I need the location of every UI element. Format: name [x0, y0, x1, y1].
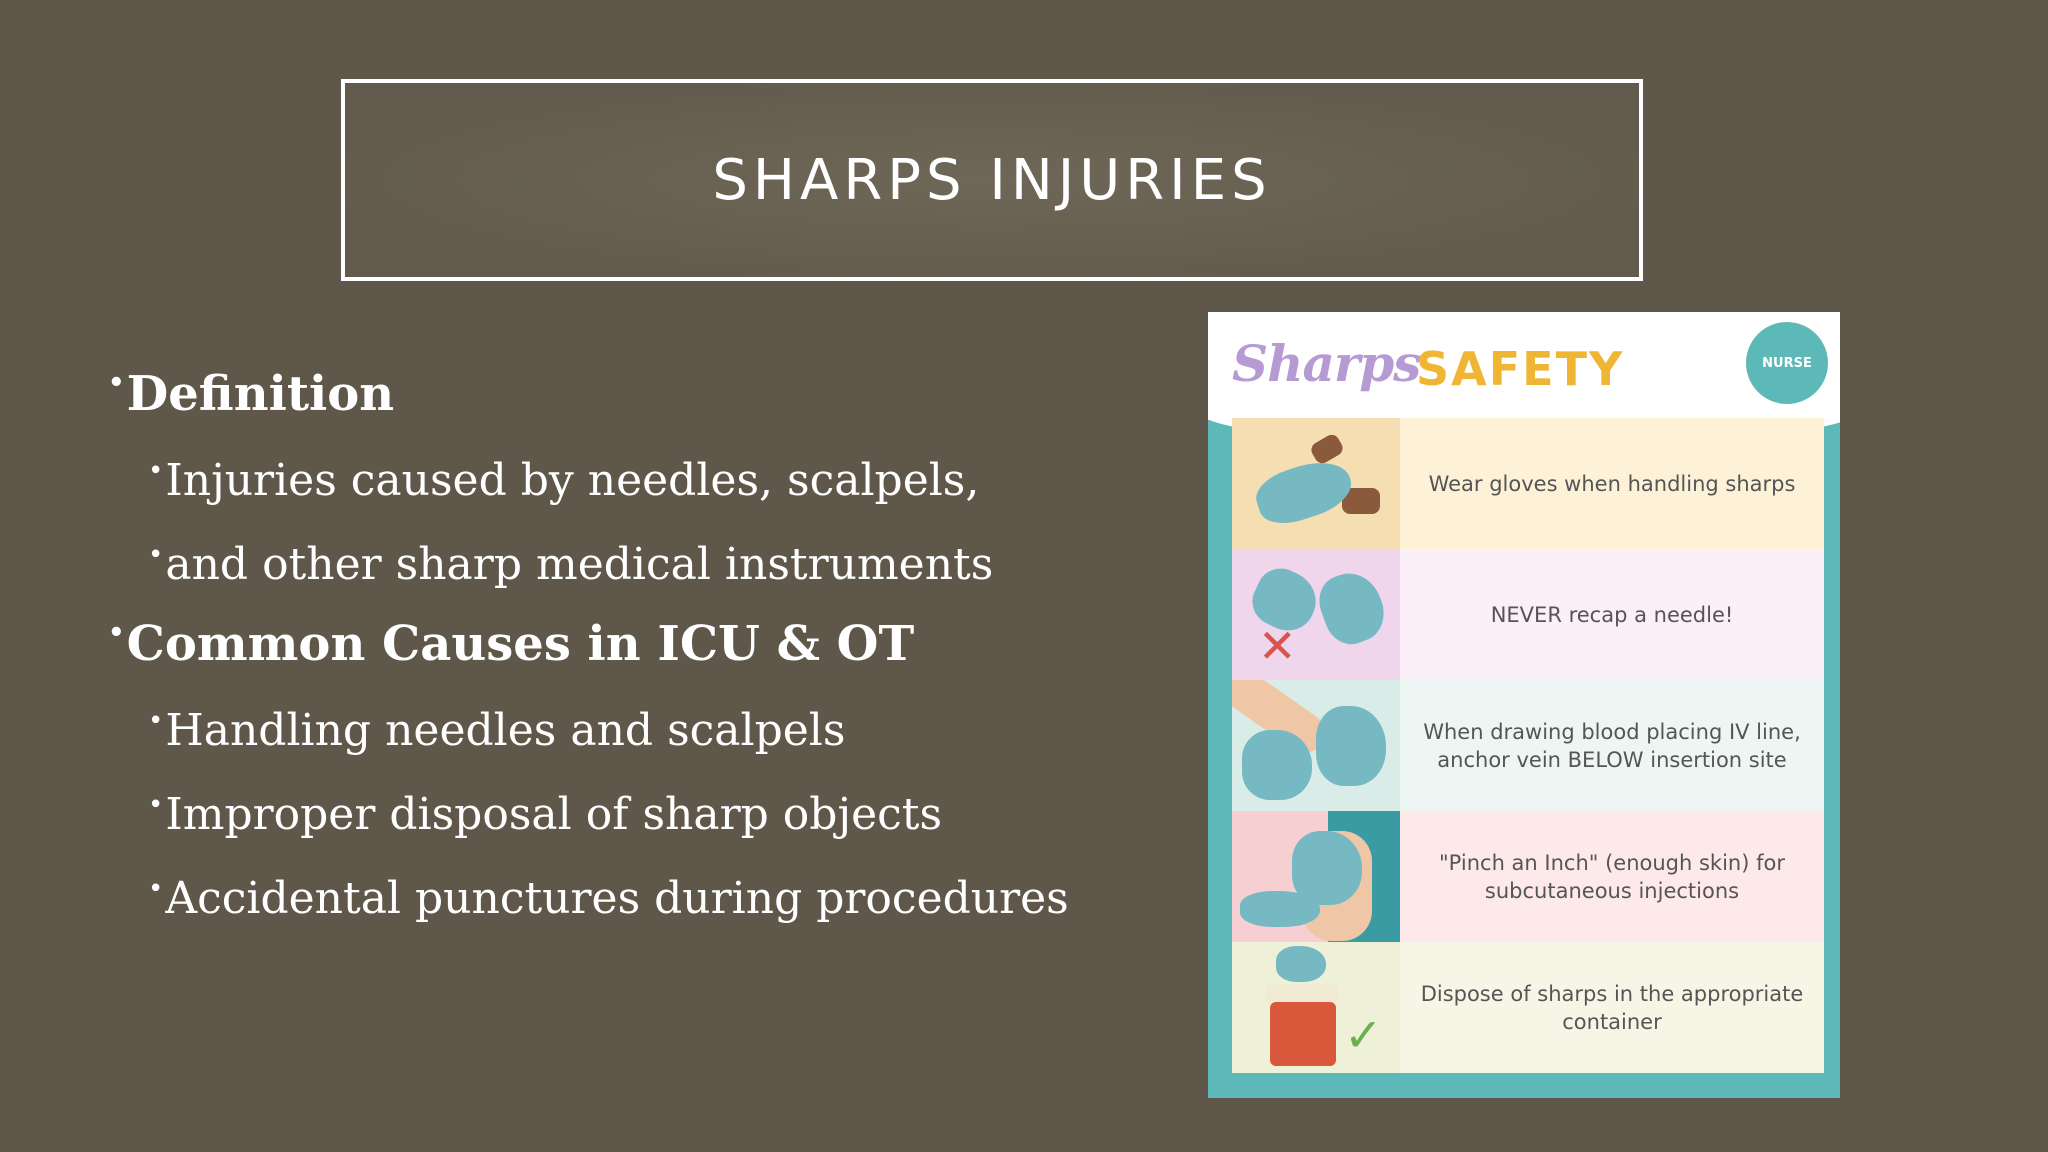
bullet-list [108, 350, 1108, 934]
poster-row [1232, 418, 1824, 549]
slide-title: SHARPS INJURIES [712, 147, 1272, 213]
bullet-text: Definition [126, 366, 395, 422]
poster-row [1232, 549, 1824, 680]
sharps-safety-poster [1208, 312, 1840, 1098]
poster-rows [1232, 418, 1824, 1073]
bullet-sub-4 [148, 780, 1108, 850]
bullet-sub-5 [148, 864, 1108, 934]
nurse-logo-icon [1746, 322, 1828, 404]
bullet-definition [108, 356, 1108, 432]
bullet-common-causes [108, 606, 1108, 682]
bullet-sub-2 [148, 530, 1108, 600]
poster-row-text: NEVER recap a needle! [1400, 549, 1824, 680]
bullet-dot: • [148, 540, 164, 570]
poster-row [1232, 811, 1824, 942]
bullet-dot: • [148, 790, 164, 820]
pinch-inch-illustration-icon [1232, 811, 1400, 942]
bullet-dot: • [108, 368, 125, 398]
bullet-text: and other sharp medical instruments [165, 539, 994, 590]
poster-row-text: When drawing blood placing IV line, anchor vein BELOW insertion site [1400, 680, 1824, 811]
poster-row-text: Wear gloves when handling sharps [1400, 418, 1824, 549]
poster-row [1232, 942, 1824, 1073]
bullet-sub-1 [148, 446, 1108, 516]
poster-row-text: "Pinch an Inch" (enough skin) for subcutaneous injections [1400, 811, 1824, 942]
sharps-container-illustration-icon: ✓ [1232, 942, 1400, 1073]
bullet-text: Accidental punctures during procedures [165, 873, 1069, 924]
poster-title-script: Sharps [1232, 334, 1421, 393]
recap-needle-illustration-icon: ✕ [1232, 549, 1400, 680]
anchor-vein-illustration-icon [1232, 680, 1400, 811]
bullet-dot: • [148, 706, 164, 736]
bullet-text: Improper disposal of sharp objects [165, 789, 943, 840]
bullet-dot: • [148, 456, 164, 486]
logo-text: NURSE [1762, 355, 1812, 371]
poster-title-bold: SAFETY [1416, 342, 1625, 396]
bullet-text: Handling needles and scalpels [165, 705, 846, 756]
bullet-sub-3 [148, 696, 1108, 766]
bullet-text: Common Causes in ICU & OT [126, 616, 915, 672]
poster-row-text: Dispose of sharps in the appropriate container [1400, 942, 1824, 1073]
gloves-illustration-icon [1232, 418, 1400, 549]
title-box [341, 79, 1643, 281]
bullet-dot: • [148, 874, 164, 904]
poster-row [1232, 680, 1824, 811]
bullet-dot: • [108, 618, 125, 648]
bullet-text: Injuries caused by needles, scalpels, [165, 455, 980, 506]
